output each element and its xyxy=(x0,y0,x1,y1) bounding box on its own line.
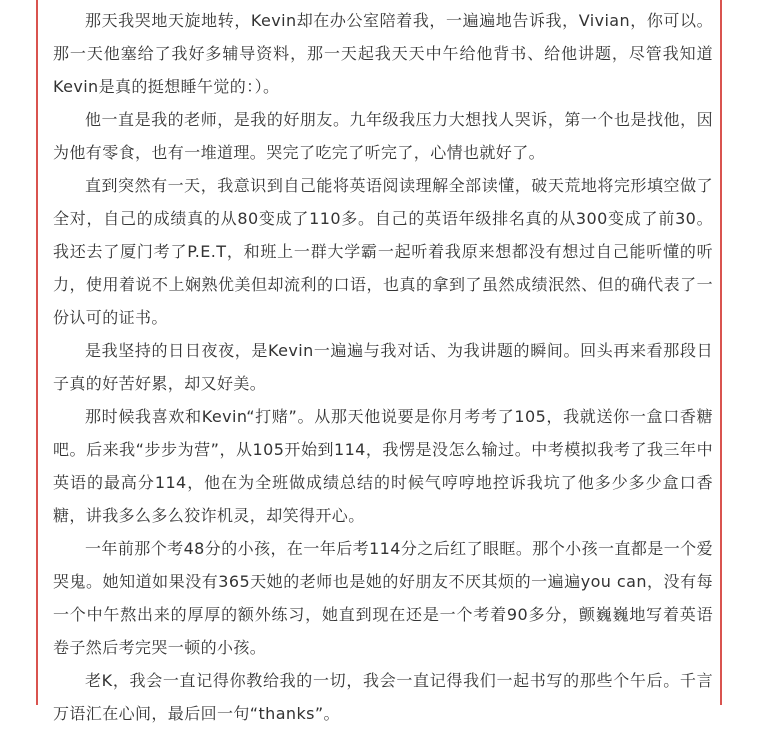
paragraph-7: 老K，我会一直记得你教给我的一切，我会一直记得我们一起书写的那些个午后。千言万语汇在心间，最后回一句“thanks”。 xyxy=(53,671,713,723)
paragraph-4: 是我坚持的日日夜夜，是Kevin一遍遍与我对话、为我讲题的瞬间。回头再来看那段日子真的好苦好累，却又好美。 xyxy=(53,341,713,393)
paragraph-1: 那天我哭地天旋地转，Kevin却在办公室陪着我，一遍遍地告诉我，Vivian，你可以。那一天他塞给了我好多辅导资料，那一天起我天天中午给他背书、给他讲题，尽管我知道Kevin是真的挺想睡午觉的：）。 xyxy=(53,11,713,96)
right-border-line xyxy=(720,0,722,705)
paragraph-5: 那时候我喜欢和Kevin“打赌”。从那天他说要是你月考考了105，我就送你一盒口香糖吧。后来我“步步为营”，从105开始到114，我愣是没怎么输过。中考模拟我考了我三年中英语的最高分114，他在为全班做成绩总结的时候气哼哼地控诉我坑了他多少多少盒口香糖，讲我多么多么狡诈机灵，却笑得开心。 xyxy=(53,407,713,525)
paragraph-3: 直到突然有一天，我意识到自己能将英语阅读理解全部读懂，破天荒地将完形填空做了全对，自己的成绩真的从80变成了110多。自己的英语年级排名真的从300变成了前30。我还去了厦门考了P.E.T，和班上一群大学霸一起听着我原来想都没有想过自己能听懂的听力，使用着说不上娴熟优美但却流利的口语，也真的拿到了虽然成绩泯然、但的确代表了一份认可的证书。 xyxy=(53,176,713,327)
paragraph-6: 一年前那个考48分的小孩，在一年后考114分之后红了眼眶。那个小孩一直都是一个爱哭鬼。她知道如果没有365天她的老师也是她的好朋友不厌其烦的一遍遍you can，没有每一个中午熬出来的厚厚的额外练习，她直到现在还是一个考着90多分，颤巍巍地写着英语卷子然后考完哭一顿的小孩。 xyxy=(53,539,713,657)
left-border-line xyxy=(36,0,38,705)
paragraph-2: 他一直是我的老师，是我的好朋友。九年级我压力大想找人哭诉，第一个也是找他，因为他有零食，也有一堆道理。哭完了吃完了听完了，心情也就好了。 xyxy=(53,110,713,162)
article-body xyxy=(53,4,713,730)
